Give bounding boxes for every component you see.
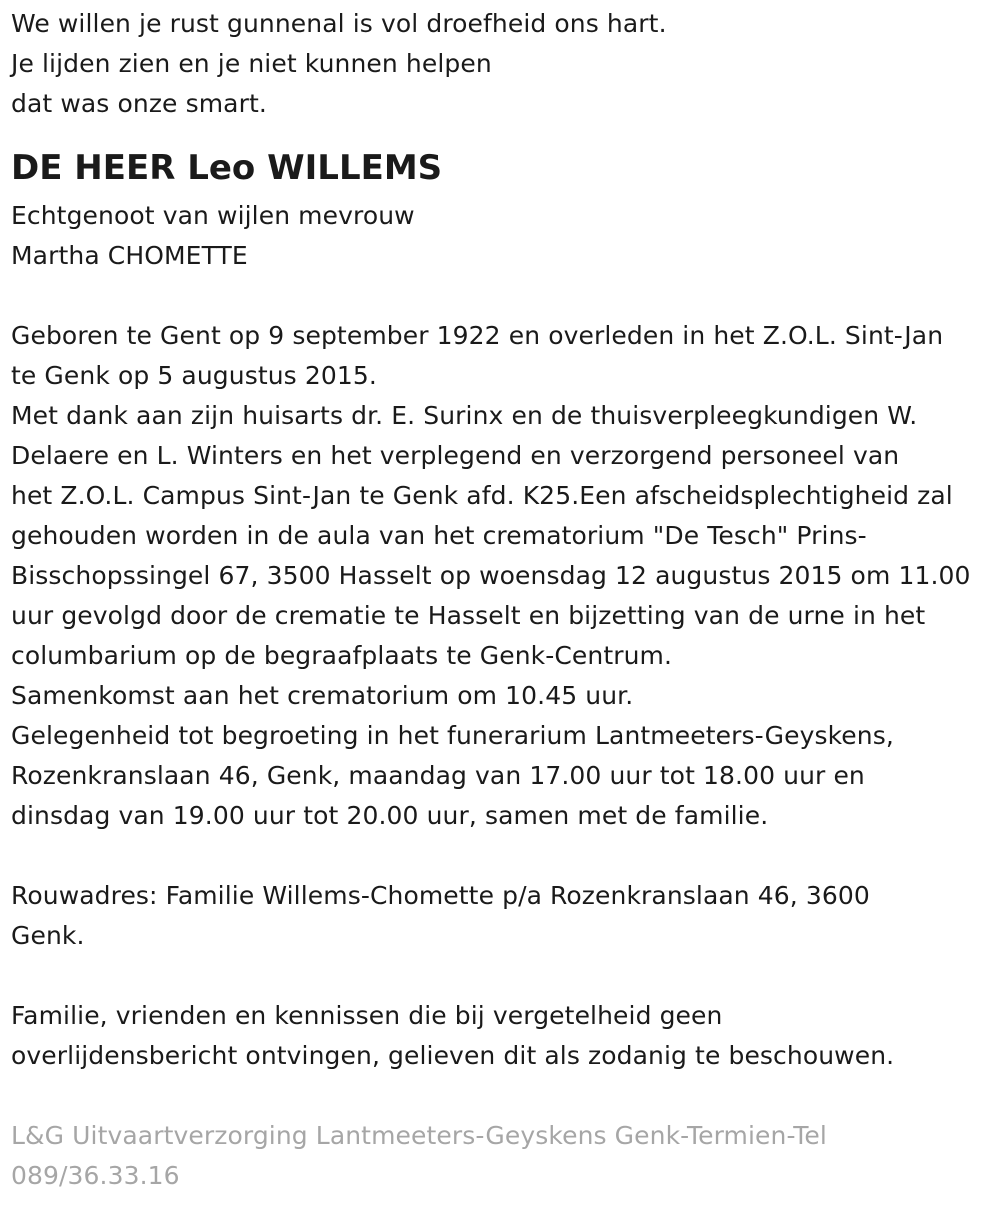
- spacer: [11, 276, 996, 316]
- body-line: Bisschopssingel 67, 3500 Hasselt op woensdag 12 augustus 2015 om 11.00: [11, 561, 971, 590]
- body-line: columbarium op de begraafplaats te Genk-Centrum.: [11, 641, 673, 670]
- spacer: [11, 836, 996, 876]
- body-line: gehouden worden in de aula van het crematorium "De Tesch" Prins-: [11, 521, 867, 550]
- deceased-name: DE HEER Leo WILLEMS: [11, 148, 443, 188]
- notice-line: overlijdensbericht ontvingen, gelieven dit als zodanig te beschouwen.: [11, 1041, 895, 1070]
- funeral-home-footer: [11, 1116, 996, 1196]
- notice: [11, 996, 996, 1076]
- body-line: Gelegenheid tot begroeting in het funerarium Lantmeeters-Geyskens,: [11, 721, 894, 750]
- verse-line: dat was onze smart.: [11, 89, 267, 118]
- address-line: Genk.: [11, 921, 85, 950]
- footer-line: 089/36.33.16: [11, 1161, 180, 1190]
- obituary-body: [11, 316, 996, 836]
- body-line: uur gevolgd door de crematie te Hasselt en bijzetting van de urne in het: [11, 601, 926, 630]
- body-line: te Genk op 5 augustus 2015.: [11, 361, 377, 390]
- relation-line: Echtgenoot van wijlen mevrouw: [11, 201, 415, 230]
- body-line: Rozenkranslaan 46, Genk, maandag van 17.00 uur tot 18.00 uur en: [11, 761, 865, 790]
- verse: [11, 4, 996, 124]
- mourning-address: [11, 876, 996, 956]
- body-line: Met dank aan zijn huisarts dr. E. Surinx en de thuisverpleegkundigen W.: [11, 401, 918, 430]
- verse-line: Je lijden zien en je niet kunnen helpen: [11, 49, 492, 78]
- verse-line: We willen je rust gunnenal is vol droefheid ons hart.: [11, 9, 667, 38]
- relation-line: Martha CHOMETTE: [11, 241, 248, 270]
- body-line: Geboren te Gent op 9 september 1922 en overleden in het Z.O.L. Sint-Jan: [11, 321, 944, 350]
- spacer: [11, 1076, 996, 1116]
- footer-line: L&G Uitvaartverzorging Lantmeeters-Geyskens Genk-Termien-Tel: [11, 1121, 827, 1150]
- notice-line: Familie, vrienden en kennissen die bij vergetelheid geen: [11, 1001, 723, 1030]
- body-line: Samenkomst aan het crematorium om 10.45 uur.: [11, 681, 634, 710]
- body-line: dinsdag van 19.00 uur tot 20.00 uur, samen met de familie.: [11, 801, 769, 830]
- address-line: Rouwadres: Familie Willems-Chomette p/a Rozenkranslaan 46, 3600: [11, 881, 870, 910]
- relation: [11, 196, 996, 276]
- body-line: het Z.O.L. Campus Sint-Jan te Genk afd. K25.Een afscheidsplechtigheid zal: [11, 481, 953, 510]
- obituary-notice: [11, 4, 996, 1196]
- spacer: [11, 956, 996, 996]
- body-line: Delaere en L. Winters en het verplegend en verzorgend personeel van: [11, 441, 900, 470]
